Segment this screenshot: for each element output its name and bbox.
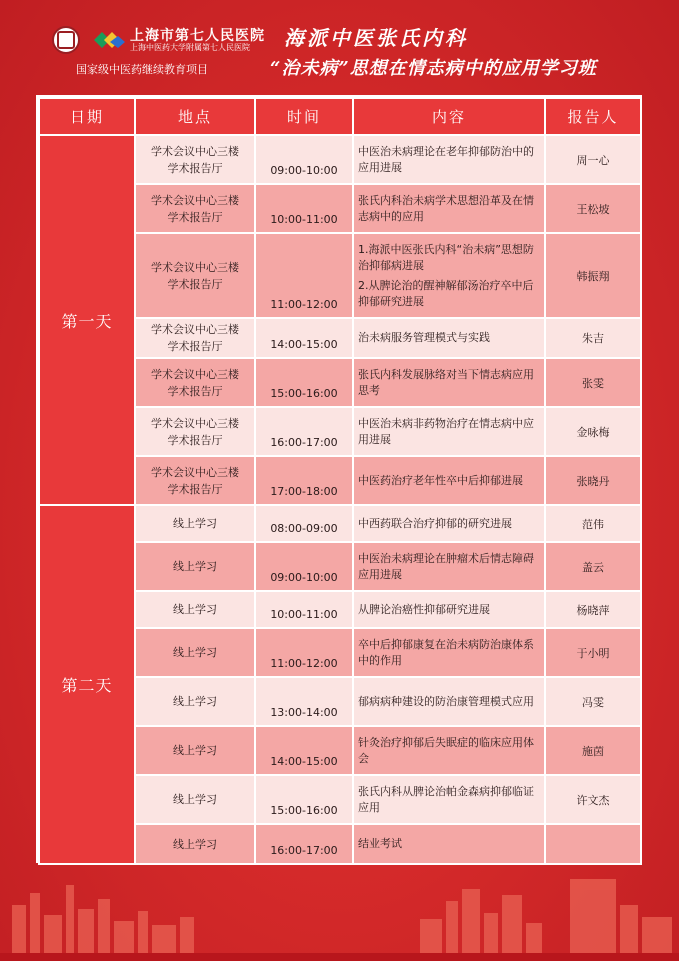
day-label: 第二天 <box>39 505 135 864</box>
course-title-line1: 海派中医张氏内科 <box>284 26 468 50</box>
content-paragraph: 治未病服务管理模式与实践 <box>358 331 490 344</box>
location-line: 学术会议中心三楼 <box>151 465 239 479</box>
location-line: 学术会议中心三楼 <box>151 416 239 430</box>
location-cell <box>135 726 255 775</box>
location-cell <box>135 775 255 824</box>
location-line: 学术报告厅 <box>167 161 223 175</box>
location-cell <box>135 358 255 407</box>
content-cell <box>353 775 545 824</box>
location-line: 学术报告厅 <box>167 433 223 447</box>
header-date: 日期 <box>39 98 135 135</box>
content-cell <box>353 456 545 505</box>
header-content: 内容 <box>353 98 545 135</box>
hospital-name: 上海市第七人民医院 <box>130 28 265 44</box>
content-paragraph: 卒中后抑郁康复在治未病防治康体系中的作用 <box>358 637 534 667</box>
location-cell <box>135 456 255 505</box>
speaker-cell: 王松坡 <box>545 184 641 233</box>
speaker-cell: 范伟 <box>545 505 641 542</box>
time-cell: 15:00-16:00 <box>255 775 353 824</box>
speaker-cell: 盖云 <box>545 542 641 591</box>
time-cell: 08:00-09:00 <box>255 505 353 542</box>
hospital-subname: 上海中医药大学附属第七人民医院 <box>130 43 250 52</box>
content-cell <box>353 318 545 358</box>
time-cell: 14:00-15:00 <box>255 726 353 775</box>
location-line: 学术报告厅 <box>167 340 223 353</box>
content-cell <box>353 542 545 591</box>
speaker-cell: 张晓丹 <box>545 456 641 505</box>
location-line: 线上学习 <box>173 837 217 851</box>
time-cell: 10:00-11:00 <box>255 591 353 628</box>
content-paragraph: 中医治未病非药物治疗在情志病中应用进展 <box>358 416 534 446</box>
time-cell: 13:00-14:00 <box>255 677 353 726</box>
content-cell <box>353 233 545 318</box>
location-line: 学术报告厅 <box>167 277 223 291</box>
time-cell: 11:00-12:00 <box>255 628 353 677</box>
location-line: 线上学习 <box>173 646 217 659</box>
schedule-table-frame <box>36 95 642 863</box>
location-cell <box>135 542 255 591</box>
location-cell <box>135 407 255 456</box>
time-cell: 17:00-18:00 <box>255 456 353 505</box>
time-cell: 14:00-15:00 <box>255 318 353 358</box>
content-paragraph: 中医药治疗老年性卒中后抑郁进展 <box>358 473 523 487</box>
project-label: 国家级中医药继续教育项目 <box>76 63 208 76</box>
location-line: 学术会议中心三楼 <box>151 144 239 158</box>
content-cell <box>353 726 545 775</box>
content-cell <box>353 407 545 456</box>
location-cell <box>135 677 255 726</box>
hospital-emblem-icon <box>52 26 80 54</box>
location-line: 线上学习 <box>173 793 217 806</box>
speaker-cell: 施茵 <box>545 726 641 775</box>
speaker-cell <box>545 824 641 864</box>
content-paragraph: 从脾论治癌性抑郁研究进展 <box>358 602 490 616</box>
city-skyline-decoration <box>0 865 679 961</box>
table-row <box>39 135 641 184</box>
content-cell <box>353 677 545 726</box>
content-paragraph: 1.海派中医张氏内科“治未病”思想防治抑郁病进展 <box>358 242 534 272</box>
location-line: 学术会议中心三楼 <box>151 260 239 274</box>
location-line: 线上学习 <box>173 517 217 530</box>
content-paragraph: 张氏内科发展脉络对当下情志病应用思考 <box>358 367 534 397</box>
header-location: 地点 <box>135 98 255 135</box>
content-paragraph: 张氏内科治未病学术思想沿革及在情志病中的应用 <box>358 193 534 223</box>
speaker-cell: 金咏梅 <box>545 407 641 456</box>
location-line: 学术会议中心三楼 <box>151 323 239 336</box>
location-line: 线上学习 <box>173 560 217 573</box>
header-speaker: 报告人 <box>545 98 641 135</box>
location-cell <box>135 184 255 233</box>
day-label: 第一天 <box>39 135 135 505</box>
schedule-table <box>38 97 642 865</box>
location-line: 学术会议中心三楼 <box>151 193 239 207</box>
time-cell: 16:00-17:00 <box>255 824 353 864</box>
speaker-cell: 韩振翔 <box>545 233 641 318</box>
time-cell: 09:00-10:00 <box>255 542 353 591</box>
time-cell: 16:00-17:00 <box>255 407 353 456</box>
location-cell <box>135 135 255 184</box>
content-paragraph: 张氏内科从脾论治帕金森病抑郁临证应用 <box>358 784 534 814</box>
header <box>0 0 679 90</box>
content-cell <box>353 184 545 233</box>
content-cell <box>353 358 545 407</box>
table-row <box>39 505 641 542</box>
speaker-cell: 杨晓萍 <box>545 591 641 628</box>
content-cell <box>353 135 545 184</box>
content-paragraph: 结业考试 <box>358 837 402 850</box>
content-paragraph: 中医治未病理论在老年抑郁防治中的应用进展 <box>358 144 534 174</box>
content-paragraph: 郁病病种建设的防治康管理模式应用 <box>358 694 534 708</box>
location-cell <box>135 505 255 542</box>
time-cell: 11:00-12:00 <box>255 233 353 318</box>
time-cell: 10:00-11:00 <box>255 184 353 233</box>
content-cell <box>353 628 545 677</box>
speaker-cell: 冯雯 <box>545 677 641 726</box>
location-line: 线上学习 <box>173 695 217 708</box>
time-cell: 09:00-10:00 <box>255 135 353 184</box>
content-paragraph: 2.从脾论治的醒神解郁汤治疗卒中后抑郁研究进展 <box>358 278 534 308</box>
speaker-cell: 周一心 <box>545 135 641 184</box>
content-cell <box>353 505 545 542</box>
location-line: 线上学习 <box>173 603 217 616</box>
location-line: 学术报告厅 <box>167 482 223 496</box>
content-cell <box>353 591 545 628</box>
location-line: 学术会议中心三楼 <box>151 367 239 381</box>
time-cell: 15:00-16:00 <box>255 358 353 407</box>
content-paragraph: 中医治未病理论在肿瘤术后情志障碍应用进展 <box>358 551 534 581</box>
header-time: 时间 <box>255 98 353 135</box>
speaker-cell: 于小明 <box>545 628 641 677</box>
location-cell <box>135 233 255 318</box>
content-paragraph: 针灸治疗抑郁后失眠症的临床应用体会 <box>358 735 534 765</box>
location-line: 学术报告厅 <box>167 210 223 224</box>
location-cell <box>135 824 255 864</box>
location-cell <box>135 628 255 677</box>
speaker-cell: 朱吉 <box>545 318 641 358</box>
hospital-logo-icon <box>92 28 126 50</box>
location-cell <box>135 591 255 628</box>
location-cell <box>135 318 255 358</box>
table-header-row <box>39 98 641 135</box>
speaker-cell: 许文杰 <box>545 775 641 824</box>
content-paragraph: 中西药联合治疗抑郁的研究进展 <box>358 516 512 530</box>
content-cell <box>353 824 545 864</box>
speaker-cell: 张雯 <box>545 358 641 407</box>
location-line: 学术报告厅 <box>167 384 223 398</box>
course-title-line2: “治未病”思想在情志病中的应用学习班 <box>270 58 597 79</box>
location-line: 线上学习 <box>173 744 217 757</box>
